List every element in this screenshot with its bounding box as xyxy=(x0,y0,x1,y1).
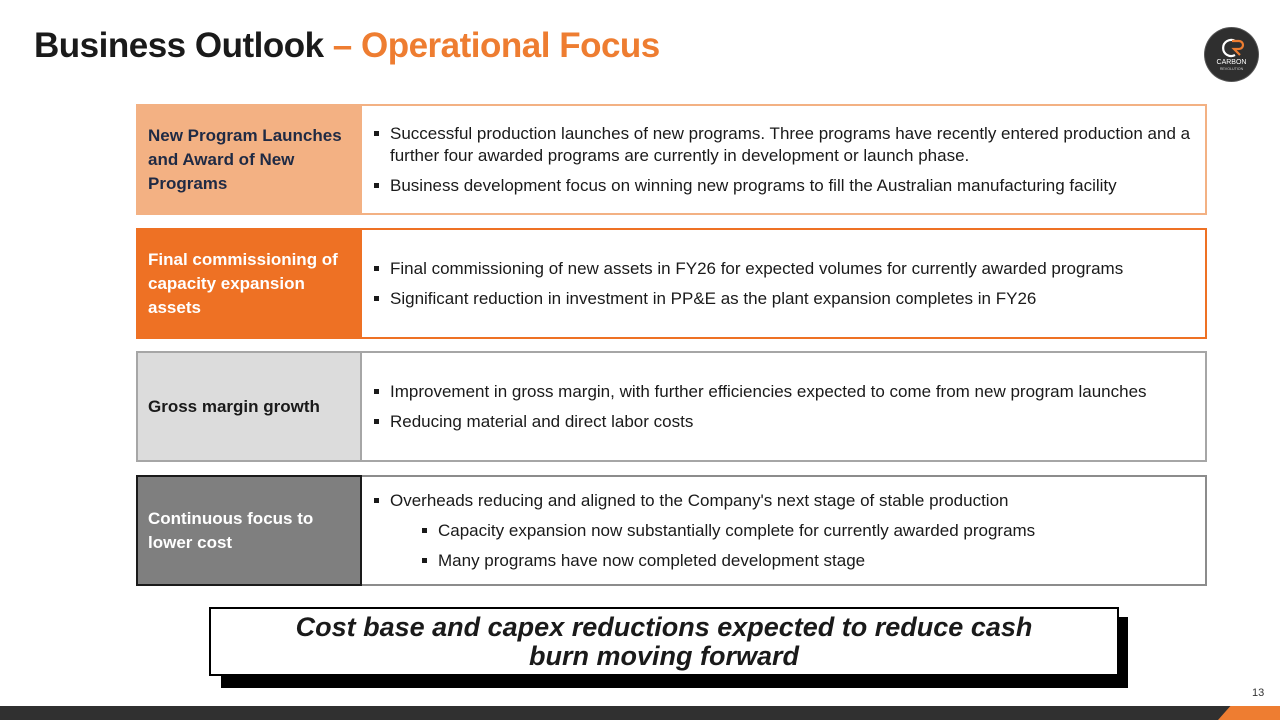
logo-text-1: CARBON xyxy=(1216,59,1247,66)
footer-bar xyxy=(0,706,1280,720)
bullet-item: Significant reduction in investment in PP&E as the plant expansion completes in FY26 xyxy=(372,288,1191,310)
outlook-row-gross-margin xyxy=(136,351,1207,462)
title-main: Business Outlook xyxy=(34,26,324,65)
row-label: Final commissioning of capacity expansion assets xyxy=(138,230,362,337)
bullet-item: Improvement in gross margin, with further efficiencies expected to come from new program launches xyxy=(372,381,1191,403)
row-content xyxy=(362,353,1205,460)
row-label: New Program Launches and Award of New Programs xyxy=(138,106,362,213)
outlook-row-new-programs xyxy=(136,104,1207,215)
callout-box: Cost base and capex reductions expected to reduce cash burn moving forward xyxy=(209,607,1119,676)
row-label: Gross margin growth xyxy=(138,353,362,460)
logo-text-2: REVOLUTION xyxy=(1219,67,1244,71)
sub-bullet-item: Many programs have now completed development stage xyxy=(420,550,1191,572)
bullet-item: Reducing material and direct labor costs xyxy=(372,411,1191,433)
page-title xyxy=(34,26,660,66)
bullet-item: Final commissioning of new assets in FY26 for expected volumes for currently awarded programs xyxy=(372,258,1191,280)
title-accent: – Operational Focus xyxy=(332,26,660,65)
row-label: Continuous focus to lower cost xyxy=(138,477,362,584)
carbon-revolution-logo xyxy=(1205,28,1258,81)
row-content xyxy=(362,230,1205,337)
outlook-row-lower-cost xyxy=(136,475,1207,586)
page-number: 13 xyxy=(1252,687,1265,699)
bullet-item: Successful production launches of new programs. Three programs have recently entered production and a further four awarded programs are currently in development or launch phase. xyxy=(372,123,1191,167)
sub-bullet-item: Capacity expansion now substantially complete for currently awarded programs xyxy=(420,520,1191,542)
bullet-item: Overheads reducing and aligned to the Company's next stage of stable production xyxy=(372,490,1191,512)
outlook-row-commissioning xyxy=(136,228,1207,339)
bullet-item: Business development focus on winning new programs to fill the Australian manufacturing facility xyxy=(372,175,1191,197)
row-content xyxy=(362,106,1205,213)
row-content xyxy=(362,477,1205,584)
